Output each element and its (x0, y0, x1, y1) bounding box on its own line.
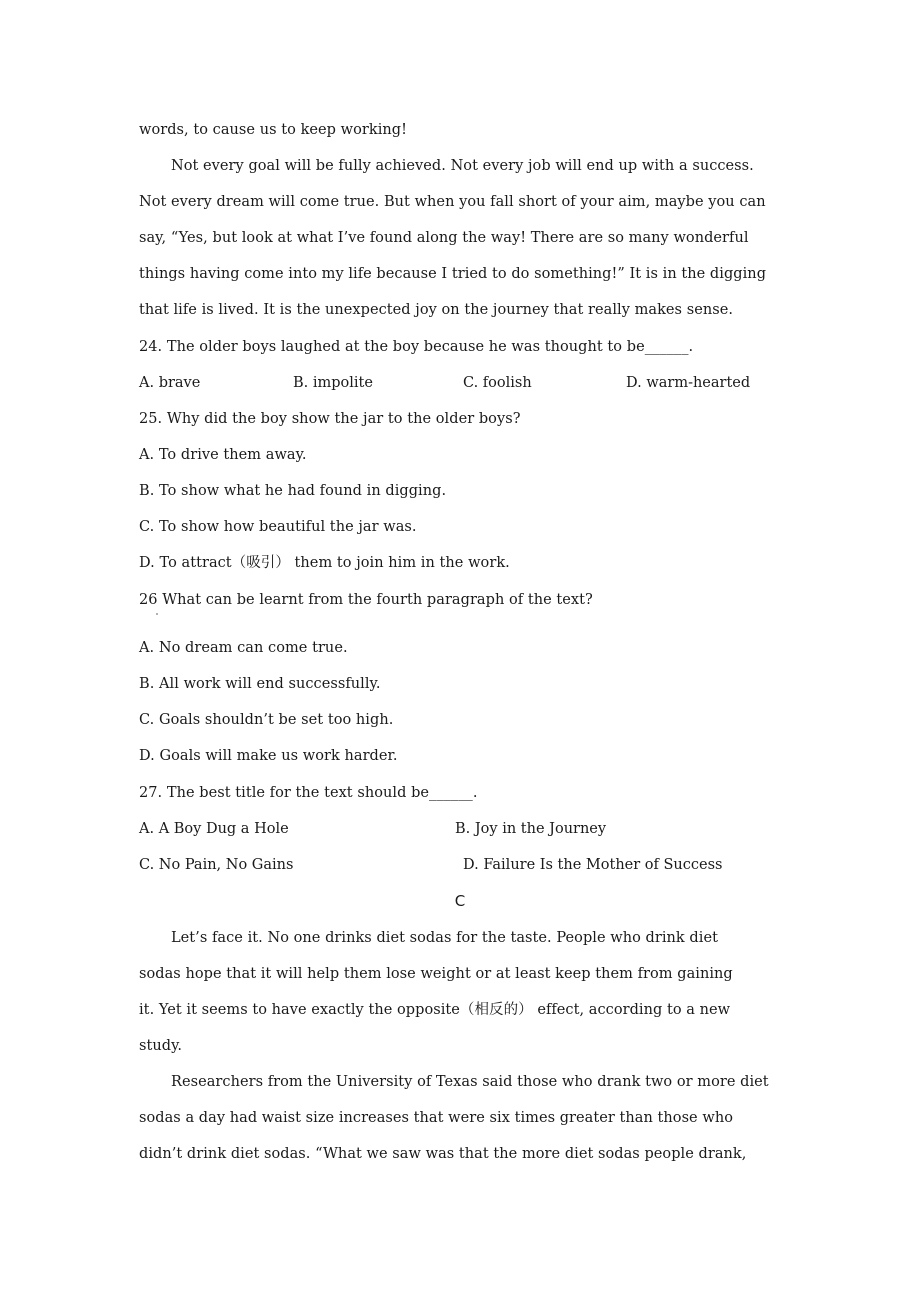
stray-mark (156, 613, 158, 615)
text-line: sodas hope that it will help them lose weight or at least keep them from gaining (139, 966, 733, 982)
q25-option-c: C. To show how beautiful the jar was. (139, 519, 417, 535)
text-line: Let’s face it. No one drinks diet sodas for the taste. People who drink diet (171, 930, 718, 946)
text-line: say, “Yes, but look at what I’ve found along the way! There are so many wonderful (139, 230, 749, 246)
q24-option-b: B. impolite (293, 375, 373, 391)
text-line: words, to cause us to keep working! (139, 122, 408, 138)
question-24-stem: 24. The older boys laughed at the boy because he was thought to be______. (139, 339, 694, 355)
q24-option-c: C. foolish (463, 375, 532, 391)
q25-option-b: B. To show what he had found in digging. (139, 483, 447, 499)
text-line: didn’t drink diet sodas. “What we saw was that the more diet sodas people drank, (139, 1146, 747, 1162)
text-line: Not every goal will be fully achieved. Not every job will end up with a success. (171, 158, 754, 174)
text-line: things having come into my life because I tried to do something!” It is in the digging (139, 266, 767, 282)
q26-option-c: C. Goals shouldn’t be set too high. (139, 712, 394, 728)
text-line: study. (139, 1038, 183, 1054)
question-26-stem: 26 What can be learnt from the fourth paragraph of the text? (139, 592, 593, 608)
section-heading: C (454, 892, 466, 910)
text-line: that life is lived. It is the unexpected joy on the journey that really makes sense. (139, 302, 733, 318)
q27-option-c: C. No Pain, No Gains (139, 857, 294, 873)
text-line: Not every dream will come true. But when you fall short of your aim, maybe you can (139, 194, 766, 210)
q27-option-a: A. A Boy Dug a Hole (139, 821, 289, 837)
q26-option-b: B. All work will end successfully. (139, 676, 381, 692)
text-line: it. Yet it seems to have exactly the opposite（相反的） effect, according to a new (139, 1002, 731, 1018)
text-line: Researchers from the University of Texas said those who drank two or more diet (171, 1074, 769, 1090)
text-line: sodas a day had waist size increases that were six times greater than those who (139, 1110, 733, 1126)
q25-option-a: A. To drive them away. (139, 447, 307, 463)
q26-option-d: D. Goals will make us work harder. (139, 748, 398, 764)
q24-option-a: A. brave (139, 375, 201, 391)
q26-option-a: A. No dream can come true. (139, 640, 348, 656)
question-25-stem: 25. Why did the boy show the jar to the older boys? (139, 411, 521, 427)
question-27-stem: 27. The best title for the text should be______. (139, 785, 478, 801)
q24-option-d: D. warm-hearted (626, 375, 751, 391)
q25-option-d: D. To attract（吸引） them to join him in the work. (139, 555, 510, 571)
q27-option-d: D. Failure Is the Mother of Success (463, 857, 723, 873)
q27-option-b: B. Joy in the Journey (455, 821, 607, 837)
